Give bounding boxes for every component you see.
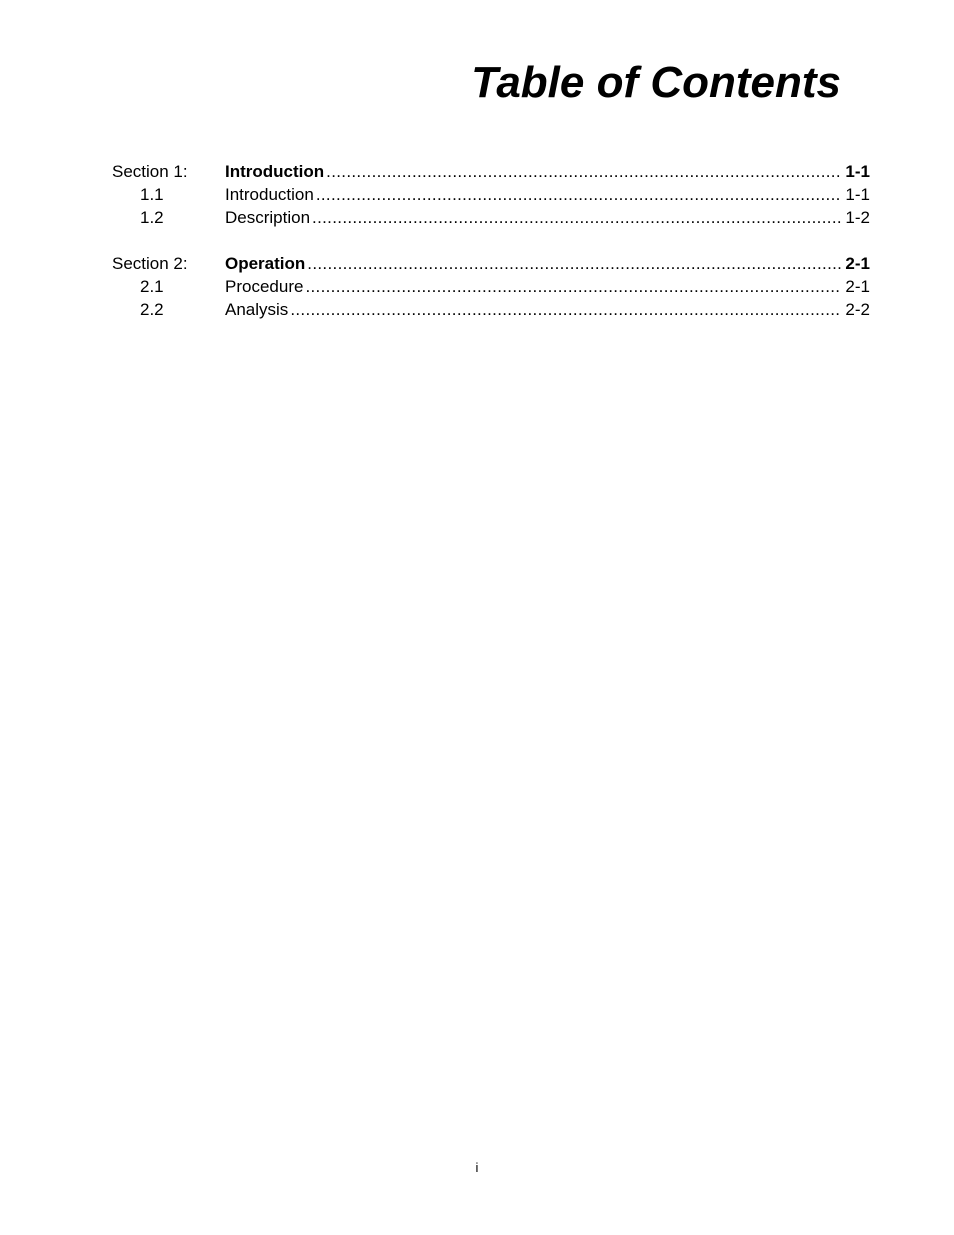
toc-entry-2-2[interactable]	[112, 298, 870, 321]
toc-page-ref: 1-1	[845, 185, 870, 204]
toc-page-ref: 2-1	[845, 277, 870, 296]
toc-section-label: Section 2:	[112, 254, 188, 273]
toc-item-number: 2.1	[140, 277, 164, 296]
toc-entry-body	[225, 275, 870, 298]
toc-page-ref: 1-2	[845, 208, 870, 227]
toc-item-title: Procedure	[225, 277, 304, 296]
page-number: i	[475, 1160, 479, 1175]
toc-item-number: 1.1	[140, 185, 164, 204]
toc-item-number: 2.2	[140, 300, 164, 319]
toc-dot-leader	[316, 183, 842, 206]
toc-section-title: Operation	[225, 254, 306, 273]
toc-section-2	[112, 252, 870, 321]
toc-entry-body	[225, 160, 870, 183]
toc-dot-leader	[290, 298, 841, 321]
toc-item-title: Analysis	[225, 300, 289, 319]
toc-section-1	[112, 160, 870, 229]
toc-entry-body	[225, 183, 870, 206]
toc-dot-leader	[312, 206, 841, 229]
page-title: Table of Contents	[471, 58, 841, 107]
toc-item-title: Introduction	[225, 185, 314, 204]
toc-entry-1-1[interactable]	[112, 183, 870, 206]
toc-item-number: 1.2	[140, 208, 164, 227]
toc-dot-leader	[305, 275, 841, 298]
table-of-contents	[112, 160, 870, 344]
toc-dot-leader	[307, 252, 841, 275]
toc-entry-section-2[interactable]	[112, 252, 870, 275]
toc-entry-body	[225, 206, 870, 229]
toc-page-ref: 2-2	[845, 300, 870, 319]
toc-section-title: Introduction	[225, 162, 325, 181]
toc-dot-leader	[326, 160, 841, 183]
toc-page-ref: 2-1	[845, 254, 870, 273]
toc-section-label: Section 1:	[112, 162, 188, 181]
toc-entry-2-1[interactable]	[112, 275, 870, 298]
toc-entry-body	[225, 298, 870, 321]
toc-item-title: Description	[225, 208, 311, 227]
toc-page-ref: 1-1	[845, 162, 870, 181]
toc-entry-section-1[interactable]	[112, 160, 870, 183]
toc-entry-1-2[interactable]	[112, 206, 870, 229]
toc-entry-body	[225, 252, 870, 275]
